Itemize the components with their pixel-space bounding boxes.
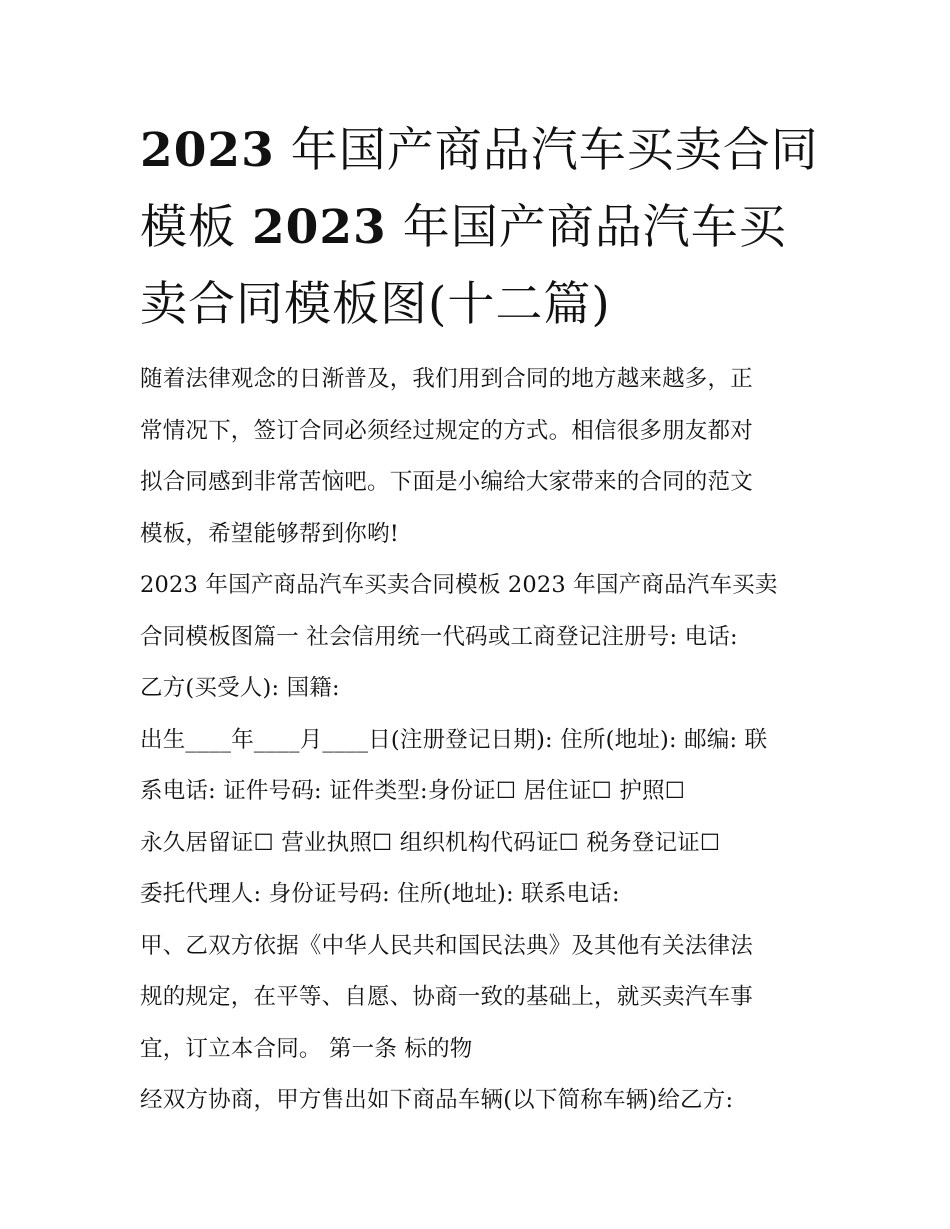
body-line: 系电话: 证件号码: 证件类型:身份证☐ 居住证☐ 护照☐: [140, 778, 686, 804]
body-line: 模板，希望能够帮到你哟!: [140, 520, 399, 547]
body-line: 拟合同感到非常苦恼吧。下面是小编给大家带来的合同的范文: [140, 469, 753, 495]
document-body: [140, 354, 820, 1127]
body-line: 经双方协商，甲方售出如下商品车辆(以下简称车辆)给乙方:: [140, 1087, 734, 1113]
body-line: 合同模板图篇一 社会信用统一代码或工商登记注册号: 电话:: [140, 623, 738, 650]
body-line: 常情况下，签订合同必须经过规定的方式。相信很多朋友都对: [140, 417, 753, 444]
body-line: 甲、乙双方依据《中华人民共和国民法典》及其他有关法律法: [140, 932, 753, 959]
body-line: 委托代理人: 身份证号码: 住所(地址): 联系电话:: [140, 881, 620, 907]
document-title: [140, 112, 820, 343]
title-line-3: 卖合同模板图(十二篇): [140, 277, 611, 332]
title-line-1: 2023 年国产商品汽车买卖合同: [140, 123, 819, 178]
body-line: 规的规定，在平等、自愿、协商一致的基础上，就买卖汽车事: [140, 984, 753, 1010]
body-line: 宜，订立本合同。 第一条 标的物: [140, 1035, 473, 1062]
body-line: 2023 年国产商品汽车买卖合同模板 2023 年国产商品汽车买卖: [140, 572, 778, 598]
body-line: 永久居留证☐ 营业执照☐ 组织机构代码证☐ 税务登记证☐: [140, 829, 721, 856]
title-line-2: 模板 2023 年国产商品汽车买: [140, 200, 787, 255]
body-line: 出生____年____月____日(注册登记日期): 住所(地址): 邮编: 联: [140, 726, 768, 753]
body-line: 乙方(买受人): 国籍:: [140, 675, 340, 701]
body-line: 随着法律观念的日渐普及，我们用到合同的地方越来越多，正: [140, 366, 753, 392]
